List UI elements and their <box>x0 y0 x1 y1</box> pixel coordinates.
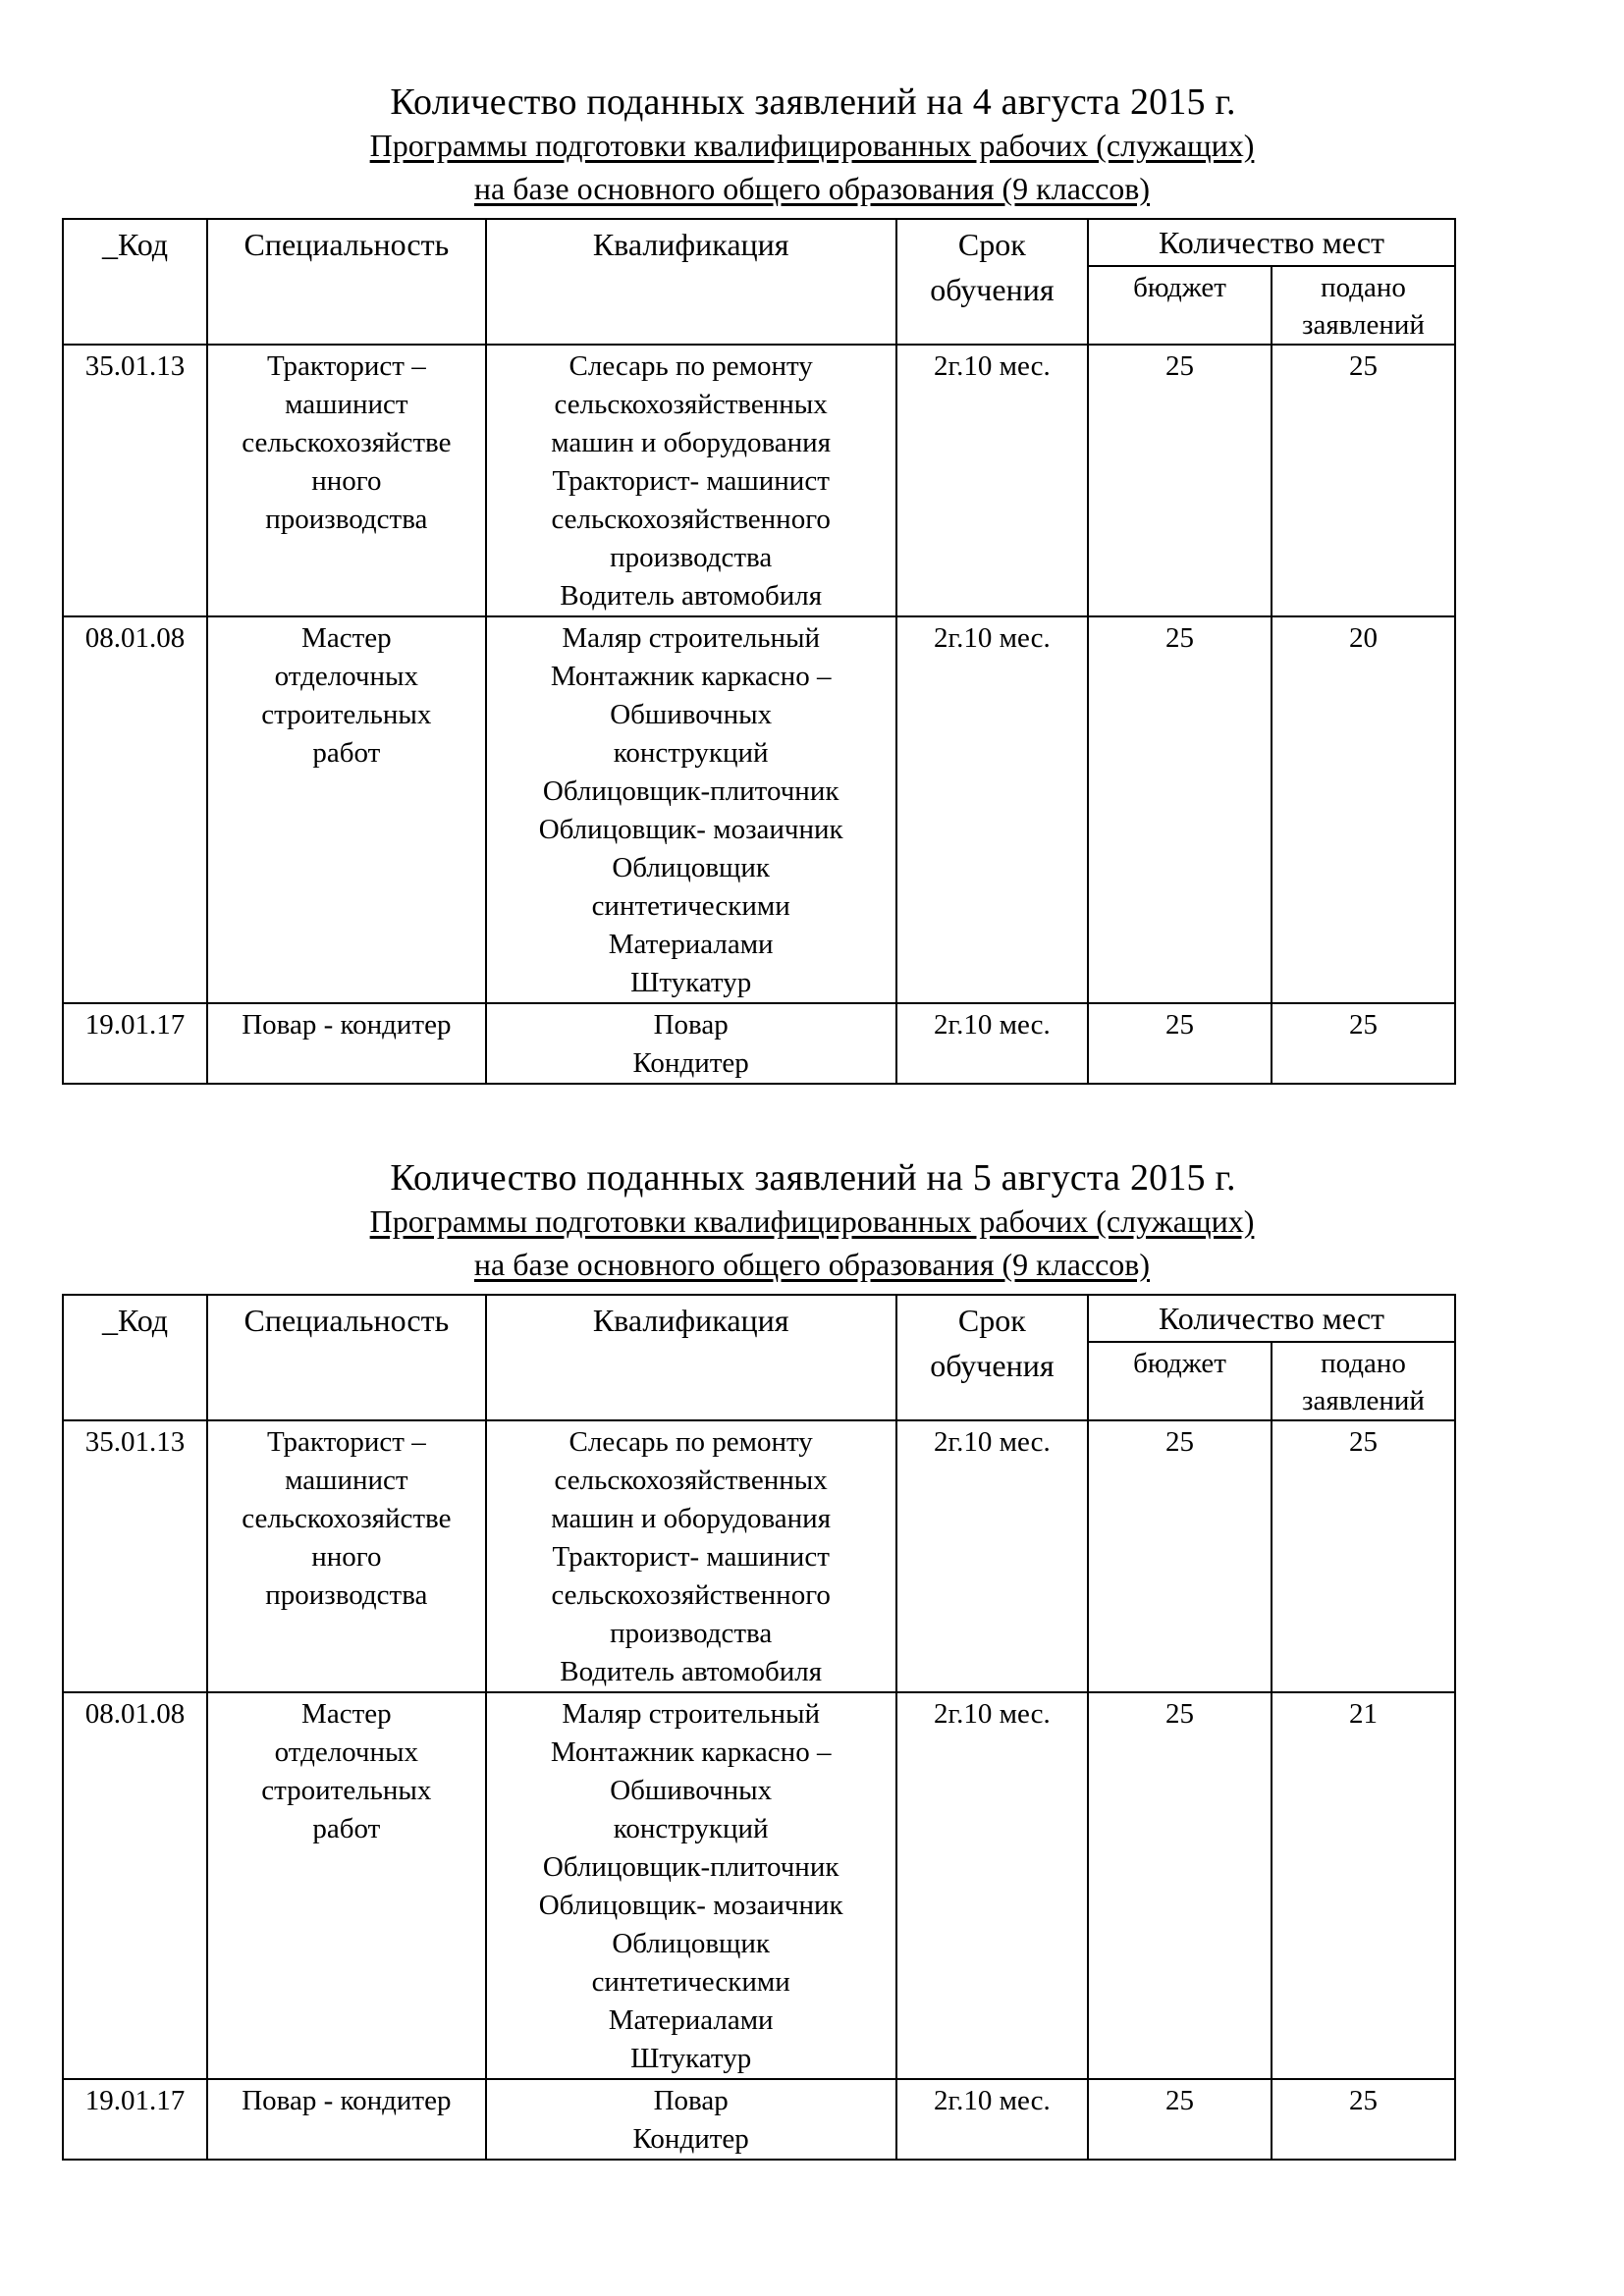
qualification-line: Облицовщик-плиточник <box>542 1851 839 1883</box>
specialty-line: Тракторист – <box>266 350 426 382</box>
qualification-line: Повар <box>653 2085 729 2116</box>
specialty-line: сельскохозяйстве <box>242 427 452 458</box>
qualification-line: конструкций <box>613 737 769 769</box>
cell-qualification <box>486 2079 896 2160</box>
cell-budget: 25 <box>1088 345 1272 616</box>
header-specialty: Специальность <box>207 219 486 345</box>
qualification-line: Монтажник каркасно – <box>550 661 832 692</box>
qualification-line: Повар <box>653 1009 729 1041</box>
cell-applied: 25 <box>1272 345 1455 616</box>
cell-budget: 25 <box>1088 1420 1272 1692</box>
table-header-row <box>63 1295 1455 1342</box>
cell-applied: 21 <box>1272 1692 1455 2079</box>
qualification-line: Материалами <box>608 2004 774 2036</box>
qualification-line: Облицовщик- мозаичник <box>538 1890 843 1921</box>
qualification-line: конструкций <box>613 1813 769 1844</box>
header-qualification: Квалификация <box>486 219 896 345</box>
qualification-line: машин и оборудования <box>551 427 832 458</box>
table-row <box>63 1003 1455 1084</box>
header-applied: подано заявлений <box>1272 266 1455 345</box>
applications-table <box>62 1294 1456 2161</box>
qualification-line: Материалами <box>608 929 774 960</box>
qualification-line: Кондитер <box>632 2123 749 2155</box>
cell-budget: 25 <box>1088 2079 1272 2160</box>
table-row <box>63 345 1455 616</box>
header-budget: бюджет <box>1088 266 1272 345</box>
qualification-line: Слесарь по ремонту <box>568 1426 813 1458</box>
section-subtitle-line-2: на базе основного общего образования (9 классов) <box>473 171 1151 206</box>
cell-term: 2г.10 мес. <box>896 1420 1088 1692</box>
qualification-line: Штукатур <box>630 967 752 998</box>
cell-code: 08.01.08 <box>63 616 207 1003</box>
cell-applied: 25 <box>1272 2079 1455 2160</box>
header-budget: бюджет <box>1088 1342 1272 1420</box>
header-code: _Код <box>63 219 207 345</box>
qualification-line: Обшивочных <box>610 699 773 730</box>
cell-specialty <box>207 345 486 616</box>
section-subtitle-line-2: на базе основного общего образования (9 классов) <box>473 1247 1151 1282</box>
qualification-line: Водитель автомобиля <box>560 1656 823 1687</box>
specialty-line: производства <box>265 1579 428 1611</box>
table-row <box>63 1420 1455 1692</box>
cell-qualification <box>486 1003 896 1084</box>
qualification-line: сельскохозяйственных <box>554 1465 828 1496</box>
cell-code: 19.01.17 <box>63 1003 207 1084</box>
qualification-line: Облицовщик- мозаичник <box>538 814 843 845</box>
section-title: Количество поданных заявлений на 5 августа 2015 г. <box>390 1157 1236 1199</box>
cell-term: 2г.10 мес. <box>896 345 1088 616</box>
table-row <box>63 1692 1455 2079</box>
cell-term: 2г.10 мес. <box>896 1003 1088 1084</box>
qualification-line: синтетическими <box>591 890 790 922</box>
specialty-line: сельскохозяйстве <box>242 1503 452 1534</box>
cell-budget: 25 <box>1088 1692 1272 2079</box>
cell-code: 35.01.13 <box>63 345 207 616</box>
cell-applied: 25 <box>1272 1003 1455 1084</box>
cell-budget: 25 <box>1088 1003 1272 1084</box>
cell-code: 08.01.08 <box>63 1692 207 2079</box>
header-qualification: Квалификация <box>486 1295 896 1420</box>
cell-specialty <box>207 1420 486 1692</box>
header-specialty: Специальность <box>207 1295 486 1420</box>
qualification-line: Кондитер <box>632 1047 749 1079</box>
applications-table <box>62 218 1456 1085</box>
qualification-line: Водитель автомобиля <box>560 580 823 612</box>
qualification-line: Облицовщик-плиточник <box>542 775 839 807</box>
cell-qualification <box>486 1420 896 1692</box>
table-header-row <box>63 219 1455 266</box>
header-applied: подано заявлений <box>1272 1342 1455 1420</box>
specialty-line: отделочных <box>274 661 419 692</box>
specialty-line: Повар - кондитер <box>242 1009 452 1041</box>
qualification-line: сельскохозяйственных <box>554 389 828 420</box>
specialty-line: работ <box>312 737 381 769</box>
specialty-line: Мастер <box>301 622 392 654</box>
cell-qualification <box>486 345 896 616</box>
specialty-line: строительных <box>261 1775 432 1806</box>
header-code: _Код <box>63 1295 207 1420</box>
specialty-line: Тракторист – <box>266 1426 426 1458</box>
qualification-line: машин и оборудования <box>551 1503 832 1534</box>
cell-specialty <box>207 616 486 1003</box>
section-title: Количество поданных заявлений на 4 августа 2015 г. <box>390 81 1236 123</box>
qualification-line: производства <box>610 542 773 573</box>
qualification-line: Тракторист- машинист <box>552 465 830 497</box>
qualification-line: Штукатур <box>630 2043 752 2074</box>
table-row <box>63 2079 1455 2160</box>
section-subtitle-line-1: Программы подготовки квалифицированных рабочих (служащих) <box>369 1203 1255 1239</box>
cell-term: 2г.10 мес. <box>896 2079 1088 2160</box>
section-subtitle-line-1: Программы подготовки квалифицированных рабочих (служащих) <box>369 128 1255 163</box>
qualification-line: Тракторист- машинист <box>552 1541 830 1573</box>
cell-term: 2г.10 мес. <box>896 616 1088 1003</box>
header-term: Срок обучения <box>896 1295 1088 1420</box>
cell-specialty <box>207 2079 486 2160</box>
cell-code: 19.01.17 <box>63 2079 207 2160</box>
qualification-line: Облицовщик <box>612 1928 770 1959</box>
qualification-line: Слесарь по ремонту <box>568 350 813 382</box>
header-places: Количество мест <box>1088 219 1455 266</box>
qualification-line: Маляр строительный <box>562 622 820 654</box>
specialty-line: машинист <box>285 389 408 420</box>
specialty-line: отделочных <box>274 1736 419 1768</box>
cell-qualification <box>486 616 896 1003</box>
cell-term: 2г.10 мес. <box>896 1692 1088 2079</box>
table-row <box>63 616 1455 1003</box>
cell-applied: 20 <box>1272 616 1455 1003</box>
qualification-line: Монтажник каркасно – <box>550 1736 832 1768</box>
specialty-line: производства <box>265 504 428 535</box>
qualification-line: Облицовщик <box>612 852 770 883</box>
specialty-line: Повар - кондитер <box>242 2085 452 2116</box>
qualification-line: сельскохозяйственного <box>551 1579 831 1611</box>
qualification-line: синтетическими <box>591 1966 790 1998</box>
qualification-line: производства <box>610 1618 773 1649</box>
qualification-line: Обшивочных <box>610 1775 773 1806</box>
cell-applied: 25 <box>1272 1420 1455 1692</box>
header-term: Срок обучения <box>896 219 1088 345</box>
specialty-line: нного <box>311 465 382 497</box>
cell-specialty <box>207 1003 486 1084</box>
cell-specialty <box>207 1692 486 2079</box>
section-aug-4 <box>0 80 1624 1079</box>
specialty-line: Мастер <box>301 1698 392 1730</box>
specialty-line: машинист <box>285 1465 408 1496</box>
qualification-line: Маляр строительный <box>562 1698 820 1730</box>
specialty-line: работ <box>312 1813 381 1844</box>
cell-qualification <box>486 1692 896 2079</box>
header-places: Количество мест <box>1088 1295 1455 1342</box>
specialty-line: строительных <box>261 699 432 730</box>
section-aug-5 <box>0 1156 1624 2155</box>
cell-budget: 25 <box>1088 616 1272 1003</box>
cell-code: 35.01.13 <box>63 1420 207 1692</box>
specialty-line: нного <box>311 1541 382 1573</box>
qualification-line: сельскохозяйственного <box>551 504 831 535</box>
